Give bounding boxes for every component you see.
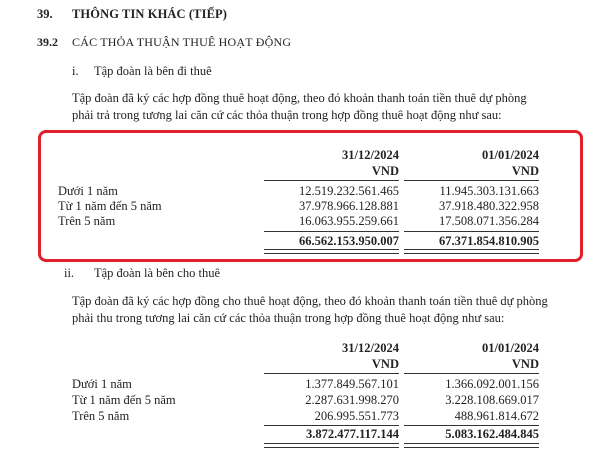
row-value-2024-12: 206.995.551.773 xyxy=(314,409,399,423)
part-ii-col2-date: 01/01/2024 xyxy=(482,341,539,355)
part-i-col2-header-rule xyxy=(404,180,539,181)
part-i-number: i. xyxy=(72,64,79,78)
part-ii-col2-total-rule xyxy=(404,425,539,426)
part-ii-col1-header-rule xyxy=(264,373,399,374)
row-label: Trên 5 năm xyxy=(58,214,116,228)
part-i-total-2024-12: 66.562.153.950.007 xyxy=(299,234,399,248)
part-i-col1-double-rule xyxy=(264,249,399,254)
part-i-col1-header-rule xyxy=(264,180,399,181)
part-ii-col1-unit: VND xyxy=(371,357,399,371)
row-value-2024-01: 17.508.071.356.284 xyxy=(439,214,539,228)
part-i-col2-total-rule xyxy=(404,231,539,232)
part-ii-col1-date: 31/12/2024 xyxy=(342,341,399,355)
part-i-col2-double-rule xyxy=(404,249,539,254)
row-label: Dưới 1 năm xyxy=(72,377,132,391)
part-i-paragraph-line1: Tập đoàn đã ký các hợp đồng thuê hoạt động, theo đó khoản thanh toán tiền thuê dự phòng xyxy=(72,91,527,105)
part-i-col2-unit: VND xyxy=(511,164,539,178)
part-ii-total-2024-12: 3.872.477.117.144 xyxy=(305,427,399,441)
part-ii-col2-header-rule xyxy=(404,373,539,374)
part-ii-heading: Tập đoàn là bên cho thuê xyxy=(94,266,220,280)
row-value-2024-01: 3.228.108.669.017 xyxy=(445,393,539,407)
subsection-title: CÁC THỎA THUẬN THUÊ HOẠT ĐỘNG xyxy=(72,35,292,49)
row-value-2024-01: 488.961.814.672 xyxy=(454,409,539,423)
part-ii-number: ii. xyxy=(64,266,75,280)
part-i-col1-date: 31/12/2024 xyxy=(342,148,399,162)
row-value-2024-12: 12.519.232.561.465 xyxy=(299,184,399,198)
row-value-2024-12: 1.377.849.567.101 xyxy=(305,377,399,391)
part-i-col1-unit: VND xyxy=(371,164,399,178)
part-i-col1-total-rule xyxy=(264,231,399,232)
part-ii-col1-double-rule xyxy=(264,443,399,448)
row-value-2024-12: 16.063.955.259.661 xyxy=(299,214,399,228)
row-value-2024-01: 11.945.303.131.663 xyxy=(439,184,539,198)
row-value-2024-12: 37.978.966.128.881 xyxy=(299,199,399,213)
part-i-heading: Tập đoàn là bên đi thuê xyxy=(94,64,212,78)
part-i-total-2024-01: 67.371.854.810.905 xyxy=(439,234,539,248)
row-value-2024-01: 37.918.480.322.958 xyxy=(439,199,539,213)
part-ii-paragraph-line1: Tập đoàn đã ký các hợp đồng cho thuê hoạt động, theo đó khoản thanh toán tiền thuê dự phòng xyxy=(72,294,548,308)
subsection-number: 39.2 xyxy=(37,35,58,49)
part-ii-col2-double-rule xyxy=(404,443,539,448)
part-ii-total-2024-01: 5.083.162.484.845 xyxy=(445,427,539,441)
section-title: THÔNG TIN KHÁC (TIẾP) xyxy=(72,7,228,21)
part-i-paragraph-line2: phải trả trong tương lai căn cứ các thỏa thuận trong hợp đồng thuê hoạt động như sau: xyxy=(72,108,502,122)
row-value-2024-01: 1.366.092.001.156 xyxy=(445,377,539,391)
row-value-2024-12: 2.287.631.998.270 xyxy=(305,393,399,407)
row-label: Dưới 1 năm xyxy=(58,184,118,198)
row-label: Trên 5 năm xyxy=(72,409,130,423)
row-label: Từ 1 năm đến 5 năm xyxy=(58,199,162,213)
row-label: Từ 1 năm đến 5 năm xyxy=(72,393,176,407)
part-ii-col2-unit: VND xyxy=(511,357,539,371)
section-number: 39. xyxy=(37,7,53,21)
part-ii-paragraph-line2: phải thu trong tương lai căn cứ các thỏa thuận trong hợp đồng thuê hoạt động như sau: xyxy=(72,311,505,325)
part-ii-col1-total-rule xyxy=(264,425,399,426)
part-i-col2-date: 01/01/2024 xyxy=(482,148,539,162)
